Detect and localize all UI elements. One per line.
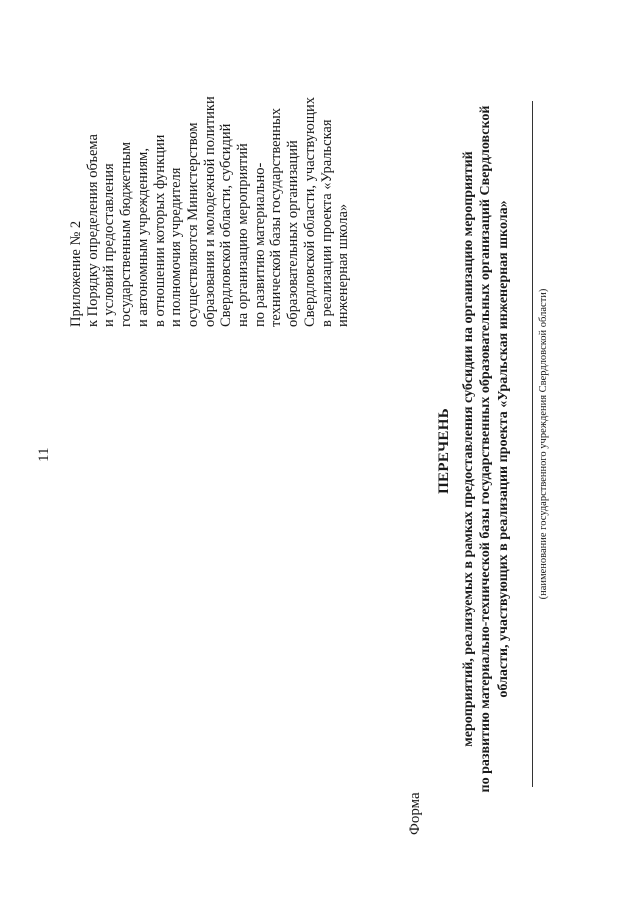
appendix-line: на организацию мероприятий (235, 143, 252, 327)
institution-caption: (наименование государственного учреждения Свердловской области) (538, 288, 549, 600)
appendix-line: и полномочия учредителя (168, 167, 185, 327)
appendix-line: и условий предоставления (101, 163, 118, 327)
subtitle-line: по развитию материально-технической базы государственных образовательных организаций Свердловской (478, 105, 494, 793)
appendix-line: в реализации проекта «Уральская (318, 119, 335, 327)
appendix-line: осуществляются Министерством (184, 122, 201, 327)
appendix-line: по развитию материально- (251, 162, 268, 327)
institution-name-line (532, 101, 533, 787)
appendix-block (68, 7, 352, 327)
document-subtitle (460, 79, 512, 819)
subtitle-line: области, участвующих в реализации проекта «Уральская инженерная школа» (495, 200, 511, 698)
appendix-line: образовательных организаций (285, 140, 302, 327)
subtitle-line: мероприятий, реализуемых в рамках предоставления субсидии на организацию мероприятий (461, 151, 476, 747)
appendix-line: технической базы государственных (268, 107, 285, 327)
appendix-line: Приложение № 2 (68, 220, 84, 327)
page-number: 11 (36, 447, 52, 462)
appendix-line: в отношении которых функции (151, 134, 168, 327)
appendix-line: образования и молодежной политики (201, 96, 218, 327)
appendix-line: Свердловской области, субсидий (218, 123, 235, 327)
appendix-line: Свердловской области, участвующих (301, 96, 318, 327)
appendix-line: к Порядку определения объема (84, 134, 101, 327)
form-label: Форма (407, 792, 423, 835)
appendix-line: и автономным учреждениям, (134, 148, 151, 327)
appendix-line: инженерная школа» (335, 203, 352, 327)
appendix-line: государственным бюджетным (118, 141, 135, 327)
document-title: ПЕРЕЧЕНЬ (436, 408, 452, 494)
